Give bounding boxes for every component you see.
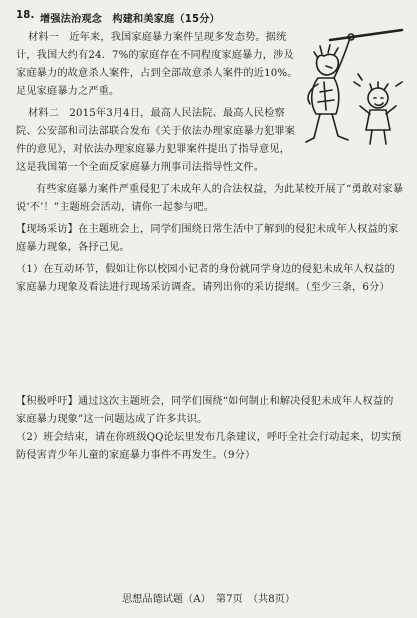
- material2-line-1: 材料二 2015年3月4日，最高人民法院、最高人民检察: [28, 108, 285, 119]
- material1-line-1: 材料一 近年来，我国家庭暴力案件呈现多发态势。据统: [28, 32, 287, 43]
- material2-line-2: 院、公安部和司法部联合发布《关于依法办理家庭暴力犯罪案: [16, 126, 296, 137]
- section1-line-1: 【现场采访】在主题班会上，同学们围绕日常生活中了解到的侵犯未成年人权益的家: [16, 224, 399, 235]
- section2-line-1: 【积极呼吁】通过这次主题班会，同学们围绕“如何制止和解决侵犯未成年人权益的: [16, 396, 394, 407]
- material1-line-4: 足见家庭暴力之严重。: [16, 86, 120, 97]
- material1-line-2: 计，我国大约有24．7%的家庭存在不同程度家庭暴力，涉及: [16, 50, 294, 61]
- intro-line-2: 说‘不’！”主题班会活动，请你一起参与吧。: [16, 202, 215, 213]
- section1-line-2: 庭暴力现象，各抒己见。: [16, 242, 130, 253]
- question-number: 18.: [16, 10, 35, 21]
- material2-line-4: 这是我国第一个全面反家庭暴力刑事司法指导性文件。: [16, 162, 265, 173]
- intro-line-1: 有些家庭暴力案件严重侵犯了未成年人的合法权益，为此某校开展了“勇敢对家暴: [36, 184, 404, 195]
- section2-line-2: 家庭暴力现象”这一问题达成了许多共识。: [16, 414, 208, 425]
- material1-line-3: 家庭暴力的故意杀人案件，占到全部故意杀人案件的近10%。: [16, 68, 298, 79]
- domestic-violence-cartoon: [296, 26, 408, 154]
- question1-line-2: 家庭暴力现象及看法进行现场采访调查。请列出你的采访提纲。（至少三条，6分）: [16, 282, 390, 293]
- material2-line-3: 件的意见》，对依法办理家庭暴力犯罪案件提出了指导意见，: [16, 144, 291, 155]
- question2-line-1: （2）班会结束，请在你班级QQ论坛里发布几条建议，呼吁全社会行动起来，切实预: [16, 432, 402, 443]
- page-footer: 思想品德试题（A） 第7页 （共8页）: [121, 594, 296, 605]
- question-title: 增强法治观念 构建和美家庭（15分）: [40, 14, 220, 25]
- question2-line-2: 防侵害青少年儿童的家庭暴力事件不再发生。（9分）: [16, 450, 256, 461]
- question1-line-1: （1）在互动环节，假如让你以校园小记者的身份就同学身边的侵犯未成年人权益的: [16, 264, 395, 275]
